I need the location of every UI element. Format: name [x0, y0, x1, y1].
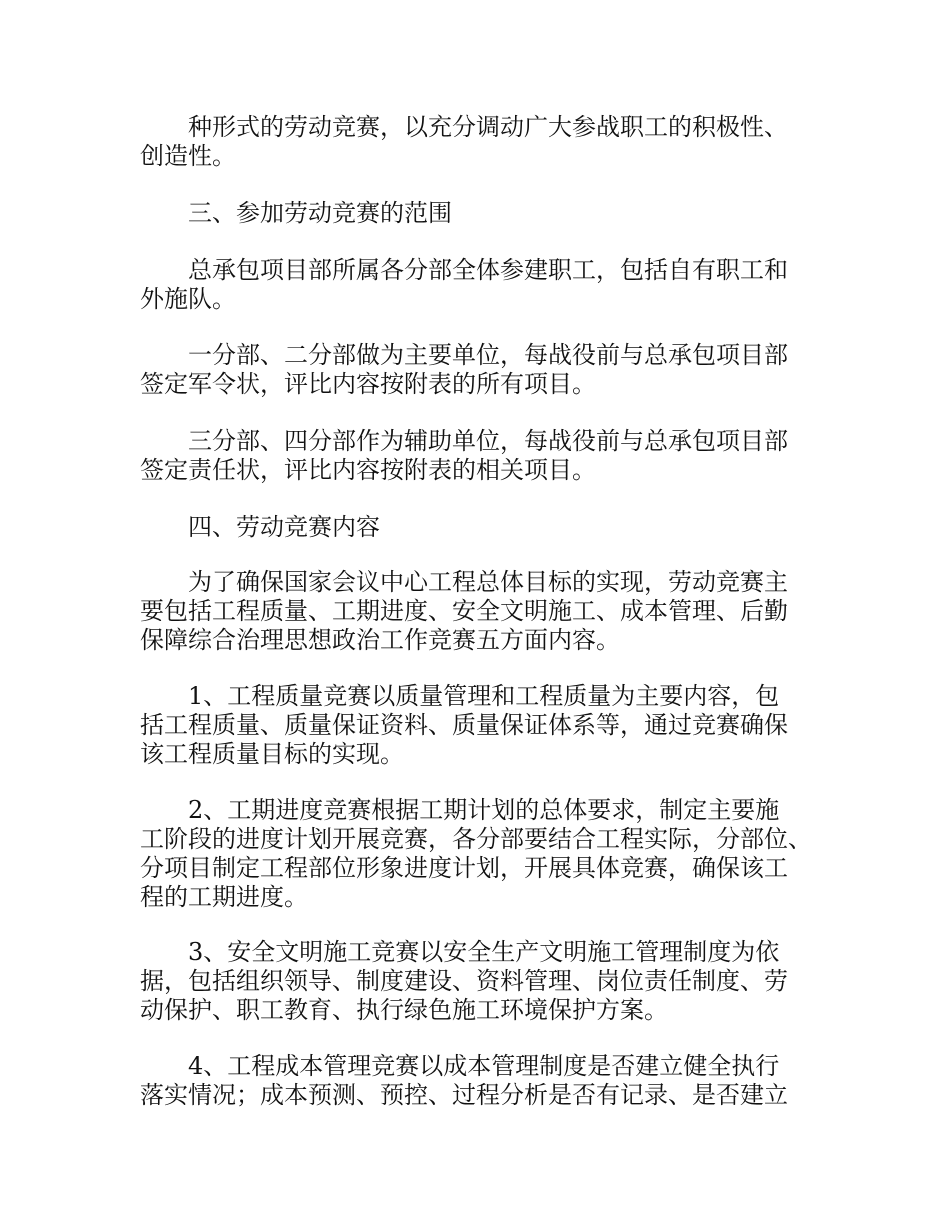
paragraph-5 — [140, 568, 820, 655]
text-line: 据，包括组织领导、制度建设、资料管理、岗位责任制度、劳 — [140, 967, 788, 995]
paragraph-7 — [140, 796, 820, 912]
text-line: 3、安全文明施工竞赛以安全生产文明施工管理制度为依 — [188, 938, 780, 966]
section-heading-3 — [140, 199, 820, 228]
text-line: 2、工期进度竞赛根据工期计划的总体要求，制定主要施 — [188, 796, 780, 824]
text-line: 四、劳动竞赛内容 — [188, 513, 380, 541]
text-line: 1、工程质量竞赛以质量管理和工程质量为主要内容，包 — [188, 682, 780, 710]
paragraph-8 — [140, 938, 820, 1025]
text-line: 签定军令状，评比内容按附表的所有项目。 — [140, 370, 596, 398]
paragraph-4 — [140, 427, 820, 485]
text-line: 总承包项目部所属各分部全体参建职工，包括自有职工和 — [188, 256, 788, 284]
paragraph-3 — [140, 341, 820, 399]
text-line: 外施队。 — [140, 285, 236, 313]
paragraph-2 — [140, 256, 820, 314]
text-line: 工阶段的进度计划开展竞赛，各分部要结合工程实际，分部位、 — [140, 825, 812, 853]
text-line: 一分部、二分部做为主要单位，每战役前与总承包项目部 — [188, 341, 788, 369]
text-line: 该工程质量目标的实现。 — [140, 740, 404, 768]
text-line: 三、参加劳动竞赛的范围 — [188, 199, 452, 227]
text-line: 动保护、职工教育、执行绿色施工环境保护方案。 — [140, 996, 668, 1024]
text-line: 程的工期进度。 — [140, 883, 308, 911]
text-line: 创造性。 — [140, 142, 236, 170]
text-line: 种形式的劳动竞赛，以充分调动广大参战职工的积极性、 — [188, 113, 788, 141]
paragraph-1 — [140, 113, 820, 171]
text-line: 签定责任状，评比内容按附表的相关项目。 — [140, 456, 596, 484]
text-line: 为了确保国家会议中心工程总体目标的实现，劳动竞赛主 — [188, 568, 788, 596]
section-heading-4 — [140, 513, 820, 542]
text-line: 分项目制定工程部位形象进度计划，开展具体竞赛，确保该工 — [140, 854, 788, 882]
text-line: 保障综合治理思想政治工作竞赛五方面内容。 — [140, 626, 620, 654]
text-line: 括工程质量、质量保证资料、质量保证体系等，通过竞赛确保 — [140, 711, 788, 739]
text-line: 三分部、四分部作为辅助单位，每战役前与总承包项目部 — [188, 427, 788, 455]
text-line: 落实情况；成本预测、预控、过程分析是否有记录、是否建立 — [140, 1081, 788, 1109]
paragraph-9 — [140, 1052, 820, 1110]
text-line: 4、工程成本管理竞赛以成本管理制度是否建立健全执行 — [188, 1052, 780, 1080]
paragraph-6 — [140, 682, 820, 769]
text-line: 要包括工程质量、工期进度、安全文明施工、成本管理、后勤 — [140, 597, 788, 625]
